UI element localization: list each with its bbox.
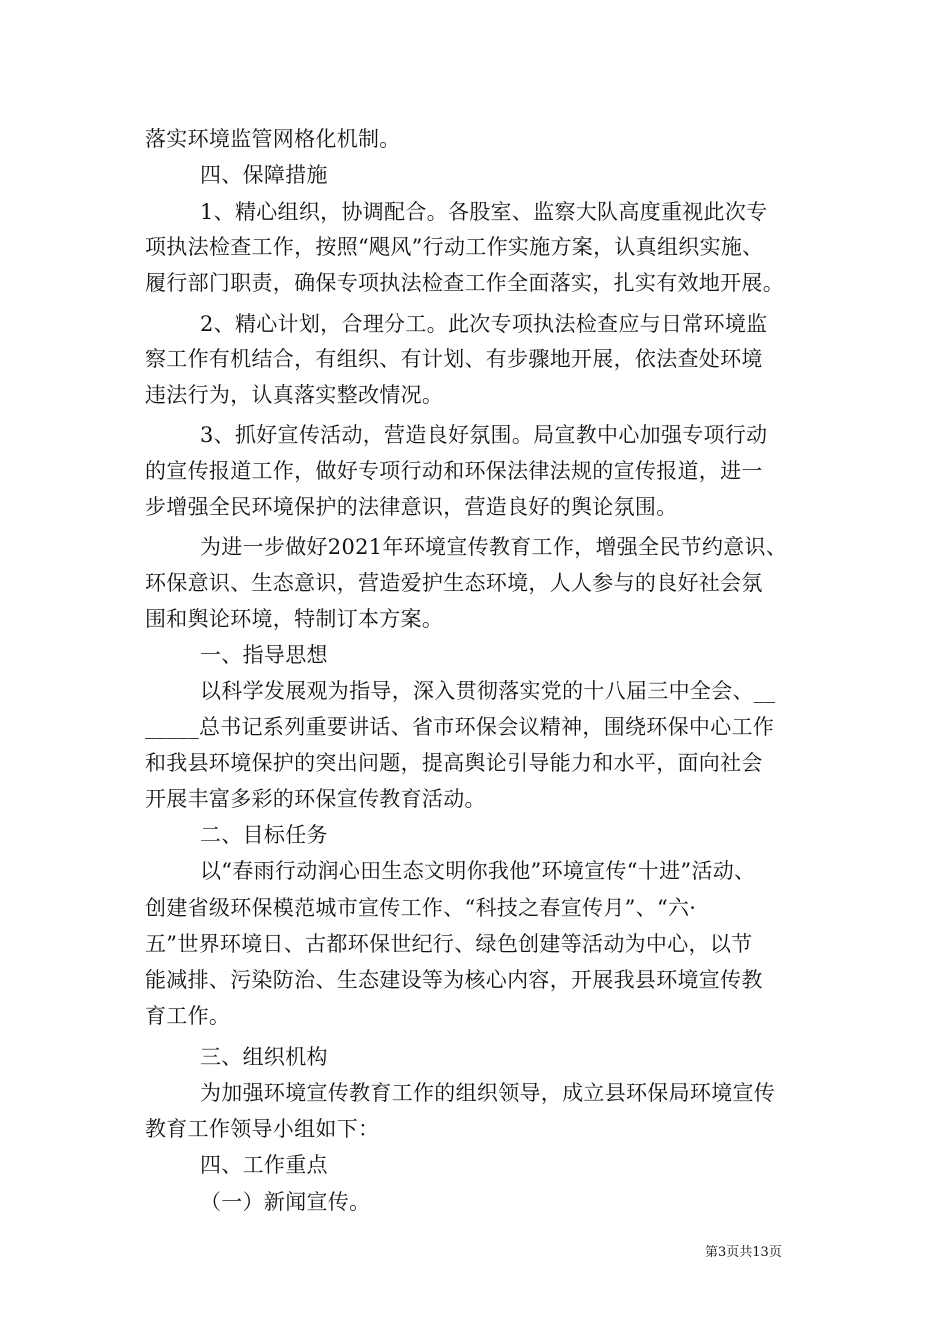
- body-line: 为进一步做好2021年环境宣传教育工作，增强全民节约意识、: [200, 535, 788, 559]
- body-line: 1、精心组织，协调配合。各股室、监察大队高度重视此次专: [200, 200, 768, 224]
- section-heading: 一、指导思想: [200, 643, 328, 667]
- body-line: 的宣传报道工作，做好专项行动和环保法律法规的宣传报道，进一: [145, 459, 763, 483]
- body-line: 创建省级环保模范城市宣传工作、“科技之春宣传月”、“六·: [145, 896, 697, 920]
- body-line: 以“春雨行动润心田生态文明你我他”环境宣传“十进”活动、: [200, 859, 756, 883]
- body-line: 以科学发展观为指导，深入贯彻落实党的十八届三中全会、__: [200, 679, 776, 703]
- section-heading: 四、工作重点: [200, 1153, 328, 1177]
- body-line: 察工作有机结合，有组织、有计划、有步骤地开展，依法查处环境: [145, 347, 763, 371]
- body-line: 开展丰富多彩的环保宣传教育活动。: [145, 787, 486, 811]
- body-line: 和我县环境保护的突出问题，提高舆论引导能力和水平，面向社会: [145, 751, 763, 775]
- body-line: 履行部门职责，确保专项执法检查工作全面落实，扎实有效地开展。: [145, 271, 784, 295]
- body-line: 项执法检查工作，按照“飓风”行动工作实施方案，认真组织实施、: [145, 235, 764, 259]
- body-line: 围和舆论环境，特制订本方案。: [145, 607, 444, 631]
- body-line: 步增强全民环境保护的法律意识，营造良好的舆论氛围。: [145, 495, 678, 519]
- section-heading: 二、目标任务: [200, 823, 328, 847]
- section-heading: 四、保障措施: [200, 163, 328, 187]
- body-line: 为加强环境宣传教育工作的组织领导，成立县环保局环境宣传: [200, 1081, 776, 1105]
- subsection-heading: （一）新闻宣传。: [200, 1190, 371, 1214]
- body-line: 落实环境监管网格化机制。: [145, 127, 401, 151]
- body-line: 3、抓好宣传活动，营造良好氛围。局宣教中心加强专项行动: [200, 423, 768, 447]
- section-heading: 三、组织机构: [200, 1045, 328, 1069]
- body-line: _____总书记系列重要讲话、省市环保会议精神，围绕环保中心工作: [145, 715, 775, 739]
- body-line: 能减排、污染防治、生态建设等为核心内容，开展我县环境宣传教: [145, 968, 763, 992]
- body-line: 育工作。: [145, 1004, 231, 1028]
- body-line: 2、精心计划，合理分工。此次专项执法检查应与日常环境监: [200, 312, 768, 336]
- body-line: 五”世界环境日、古都环保世纪行、绿色创建等活动为中心，以节: [145, 932, 753, 956]
- body-line: 教育工作领导小组如下：: [145, 1117, 380, 1141]
- body-line: 环保意识、生态意识，营造爱护生态环境，人人参与的良好社会氛: [145, 571, 763, 595]
- body-line: 违法行为，认真落实整改情况。: [145, 383, 444, 407]
- page-number: 第3页共13页: [705, 1245, 782, 1260]
